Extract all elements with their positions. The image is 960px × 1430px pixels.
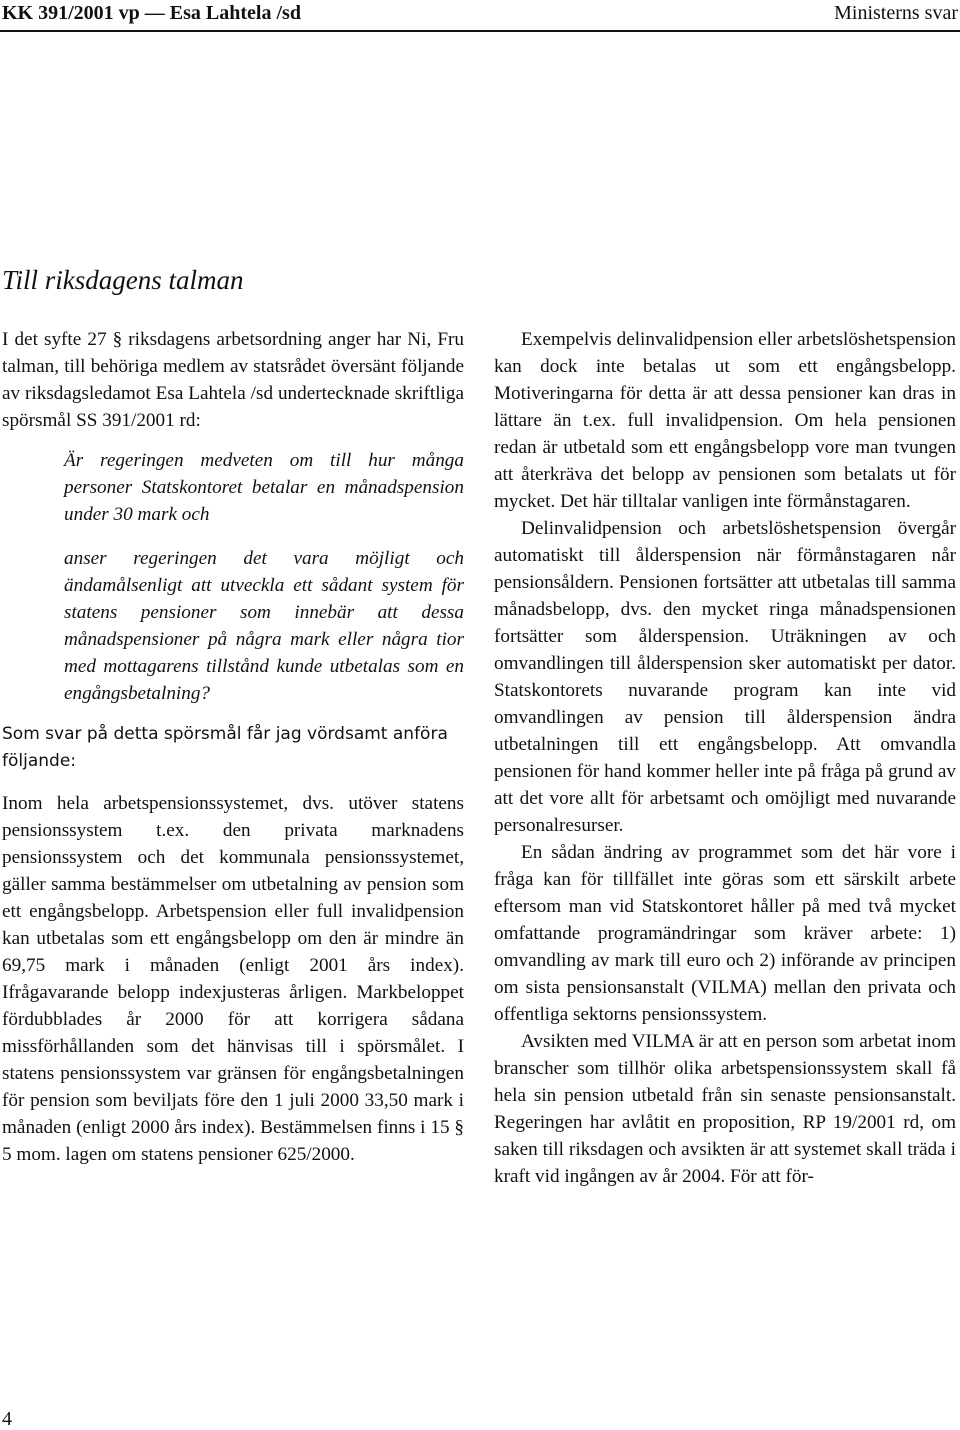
right-paragraph-2: Delinvalidpension och arbetslöshetspension övergår automatiskt till ålderspension när förmånstagaren når pensionsåldern. Pensionen fortsätter att utbetalas till samma månadsbelopp, dvs. den mycket ringa månadspensionen fortsätter som ålderspension. Uträkningen av och omvandlingen till ålderspension sker automatiskt per dator. Statskontorets nuvarande program kan inte vid omvandlingen av pension till ålderspension ändra utbetalningen till ett engångsbelopp. Att omvandla pensionen för hand kommer heller inte på fråga på grund av att det vore allt för arbetsamt och omöjligt med nuvarande personalresurser.	[494, 518, 956, 836]
question-paragraph-2: anser regeringen det vara möjligt och ändamålsenligt att utveckla ett sådant system för statens pensioner som innebär att dessa månadspensioner på några mark eller några tior med mottagarens tillstånd kunde utbetalas som en engångsbetalning?	[64, 548, 464, 704]
document-reference: KK 391/2001 vp — Esa Lahtela /sd	[2, 2, 301, 24]
left-column	[2, 326, 464, 1168]
right-column	[494, 326, 956, 1190]
page-heading: Till riksdagens talman	[2, 265, 244, 295]
answer-intro-paragraph: Som svar på detta spörsmål får jag vördsamt anföra följande:	[2, 724, 448, 771]
intro-paragraph: I det syfte 27 § riksdagens arbetsordning anger har Ni, Fru talman, till behöriga medlem av statsrådet översänt följande av riksdagsledamot Esa Lahtela /sd undertecknade skriftliga spörsmål SS 391/2001 rd:	[2, 329, 464, 431]
right-paragraph-1: Exempelvis delinvalidpension eller arbetslöshetspension kan dock inte betalas ut som ett engångsbelopp. Motiveringarna för detta är att dessa pensioner kan dras in lättare än t.ex. full invalidpension. Om hela pensionen redan är utbetald som ett engångsbelopp vore man tvungen att återkräva det belopp av pensionen som betalats ut för mycket. Det här tilltalar vanligen inte förmånstagaren.	[494, 329, 956, 512]
right-paragraph-3: En sådan ändring av programmet som det här vore i fråga kan för tillfället inte göras som ett särskilt arbete eftersom man vid Statskontoret håller på med två mycket omfattande programändringar som kräver arbete: 1) omvandling av mark till euro och 2) införande av principen om sista pensionsanstalt (VILMA) mellan den privata och offentliga sektorns pensionssystem.	[494, 842, 956, 1025]
header-rule	[0, 30, 960, 32]
answer-body-paragraph: Inom hela arbetspensionssystemet, dvs. utöver statens pensionssystem t.ex. den privata marknadens pensionssystem och det kommunala pensionssystemet, gäller samma bestämmelser om utbetalning av pension som ett engångsbelopp. Arbetspension eller full invalidpension kan utbetalas som ett engångsbelopp om den är mindre än 69,75 mark i månaden (enligt 2001 års index). Ifrågavarande belopp indexjusteras årligen. Markbeloppet fördubblades år 2000 för att korrigera sådana missförhållanden som det hänvisas till i spörsmålet. I statens pensionssystem var gränsen för engångsbetalningen för pension som beviljats före den 1 juli 2000 33,50 mark i månaden (enligt 2000 års index). Bestämmelsen finns i 15 § 5 mom. lagen om statens pensioner 625/2000.	[2, 793, 464, 1165]
section-title: Ministerns svar	[834, 2, 958, 24]
page-number: 4	[2, 1408, 12, 1430]
right-paragraph-4: Avsikten med VILMA är att en person som arbetat inom branscher som tillhör olika arbetspensionssystem skall få hela sin pension utbetald från sin senaste pensionsanstalt. Regeringen har avlåtit en proposition, RP 19/2001 rd, om saken till riksdagen och avsikten är att systemet skall träda i kraft vid ingången av år 2004. För att för-	[494, 1031, 956, 1187]
question-paragraph-1: Är regeringen medveten om till hur många personer Statskontoret betalar en månadspension under 30 mark och	[64, 450, 464, 525]
